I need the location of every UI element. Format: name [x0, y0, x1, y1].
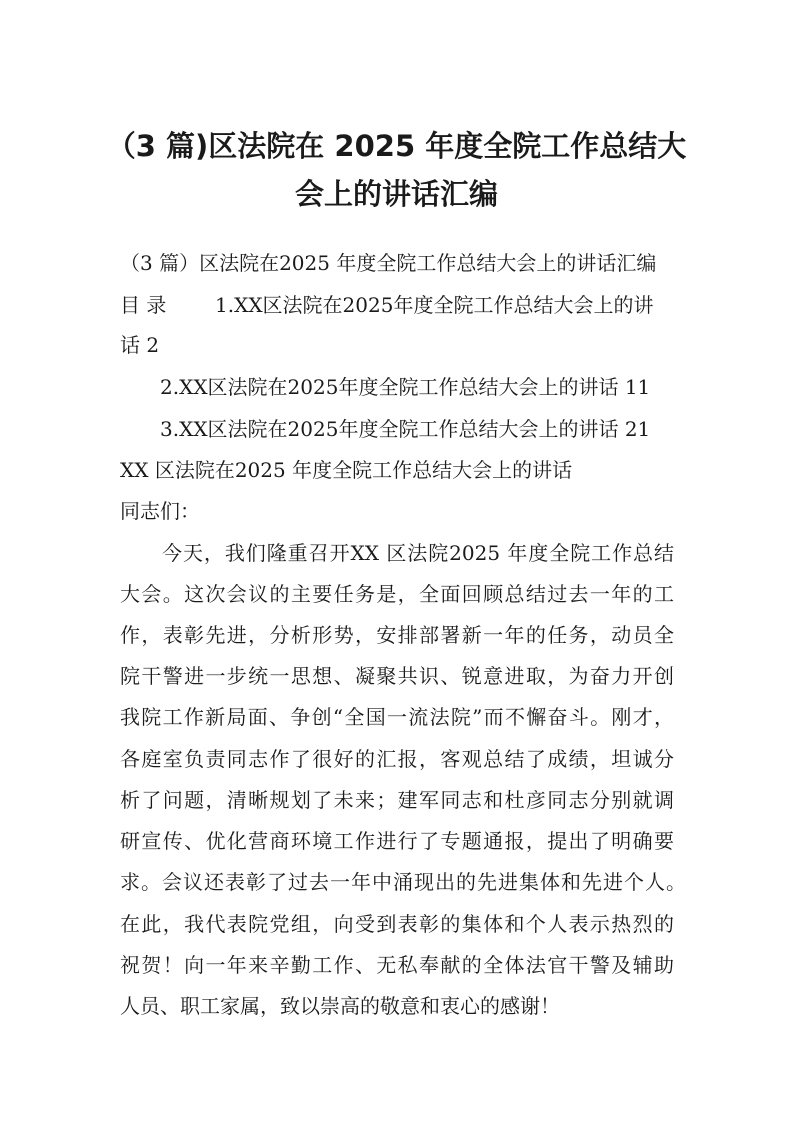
body-line: 今天，我们隆重召开XX 区法院2025 年度全院工作总结 [162, 541, 674, 565]
toc-item-1-continued: 话 2 [120, 333, 160, 357]
speech-title: XX 区法院在2025 年度全院工作总结大会上的讲话 [120, 458, 573, 482]
document-title-line-1: （3 篇)区法院在 2025 年度全院工作总结大 [106, 129, 687, 163]
body-line: 析了问题，清晰规划了未来；建军同志和杜彦同志分别就调 [120, 788, 674, 812]
body-line: 在此，我代表院党组，向受到表彰的集体和个人表示热烈的 [120, 912, 674, 936]
body-line: 作，表彰先进，分析形势，安排部署新一年的任务，动员全 [120, 623, 674, 647]
toc-label: 目 录 [120, 293, 167, 317]
body-line: 各庭室负责同志作了很好的汇报，客观总结了成绩，坦诚分 [120, 747, 674, 771]
toc-item-3: 3.XX区法院在2025年度全院工作总结大会上的讲话 21 [160, 417, 651, 441]
body-line: 院干警进一步统一思想、凝聚共识、锐意进取，为奋力开创 [120, 664, 674, 688]
toc-item-2: 2.XX区法院在2025年度全院工作总结大会上的讲话 11 [160, 375, 651, 399]
body-line: 我院工作新局面、争创“全国一流法院”而不懈奋斗。刚才， [120, 705, 674, 729]
document-title-line-2: 会上的讲话汇编 [294, 177, 498, 211]
body-line: 研宣传、优化营商环境工作进行了专题通报，提出了明确要 [120, 829, 674, 853]
body-line: 大会。这次会议的主要任务是，全面回顾总结过去一年的工 [120, 582, 674, 606]
body-line: 祝贺！向一年来辛勤工作、无私奉献的全体法官干警及辅助 [120, 953, 674, 977]
body-line: 求。会议还表彰了过去一年中涌现出的先进集体和先进个人。 [120, 870, 686, 894]
document-subtitle: （3 篇）区法院在2025 年度全院工作总结大会上的讲话汇编 [120, 251, 657, 275]
body-line: 人员、职工家属，致以崇高的敬意和衷心的感谢！ [120, 994, 560, 1018]
greeting: 同志们： [120, 499, 200, 523]
toc-item-1: 1.XX区法院在2025年度全院工作总结大会上的讲 [215, 293, 654, 317]
